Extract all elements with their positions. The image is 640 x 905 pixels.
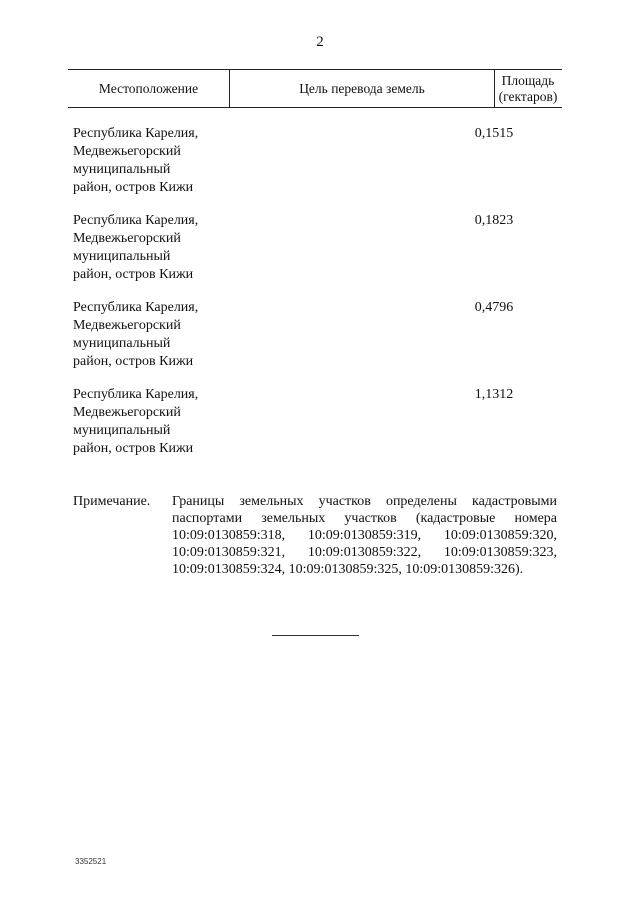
row-location: Республика Карелия, Медвежьегорский муниципальный район, остров Кижи (73, 387, 199, 456)
row-location: Республика Карелия, Медвежьегорский муниципальный район, остров Кижи (73, 213, 199, 282)
end-divider (272, 635, 359, 636)
header-area (494, 70, 562, 107)
page-number: 2 (316, 34, 324, 50)
row-area: 1,1312 (474, 387, 514, 402)
header-purpose-text: Цель перевода земель (299, 80, 425, 96)
row-area: 0,1823 (474, 213, 514, 228)
row-location: Республика Карелия, Медвежьегорский муниципальный район, остров Кижи (73, 300, 199, 369)
row-location: Республика Карелия, Медвежьегорский муниципальный район, остров Кижи (73, 126, 199, 195)
row-area: 0,1515 (474, 126, 514, 141)
header-area-text: Площадь (гектаров) (498, 72, 558, 104)
document-code: 3352521 (75, 857, 107, 866)
table-header (68, 69, 562, 108)
header-location (68, 70, 229, 107)
row-area: 0,4796 (474, 300, 514, 315)
note-text: Границы земельных участков определены кадастровыми паспортами земельных участков (кадастровые номера 10:09:0130859:318, 10:09:0130859:319, 10:09:0130859:320, 10:09:0130859:321, 10:09:0130859:322, 10:09:0130859:323, 10:09:0130859:324, 10:09:0130859:325, 10:09:0130859:326). (172, 494, 557, 577)
header-location-text: Местоположение (98, 80, 199, 96)
header-purpose (229, 70, 495, 107)
note-label: Примечание. (73, 494, 151, 509)
